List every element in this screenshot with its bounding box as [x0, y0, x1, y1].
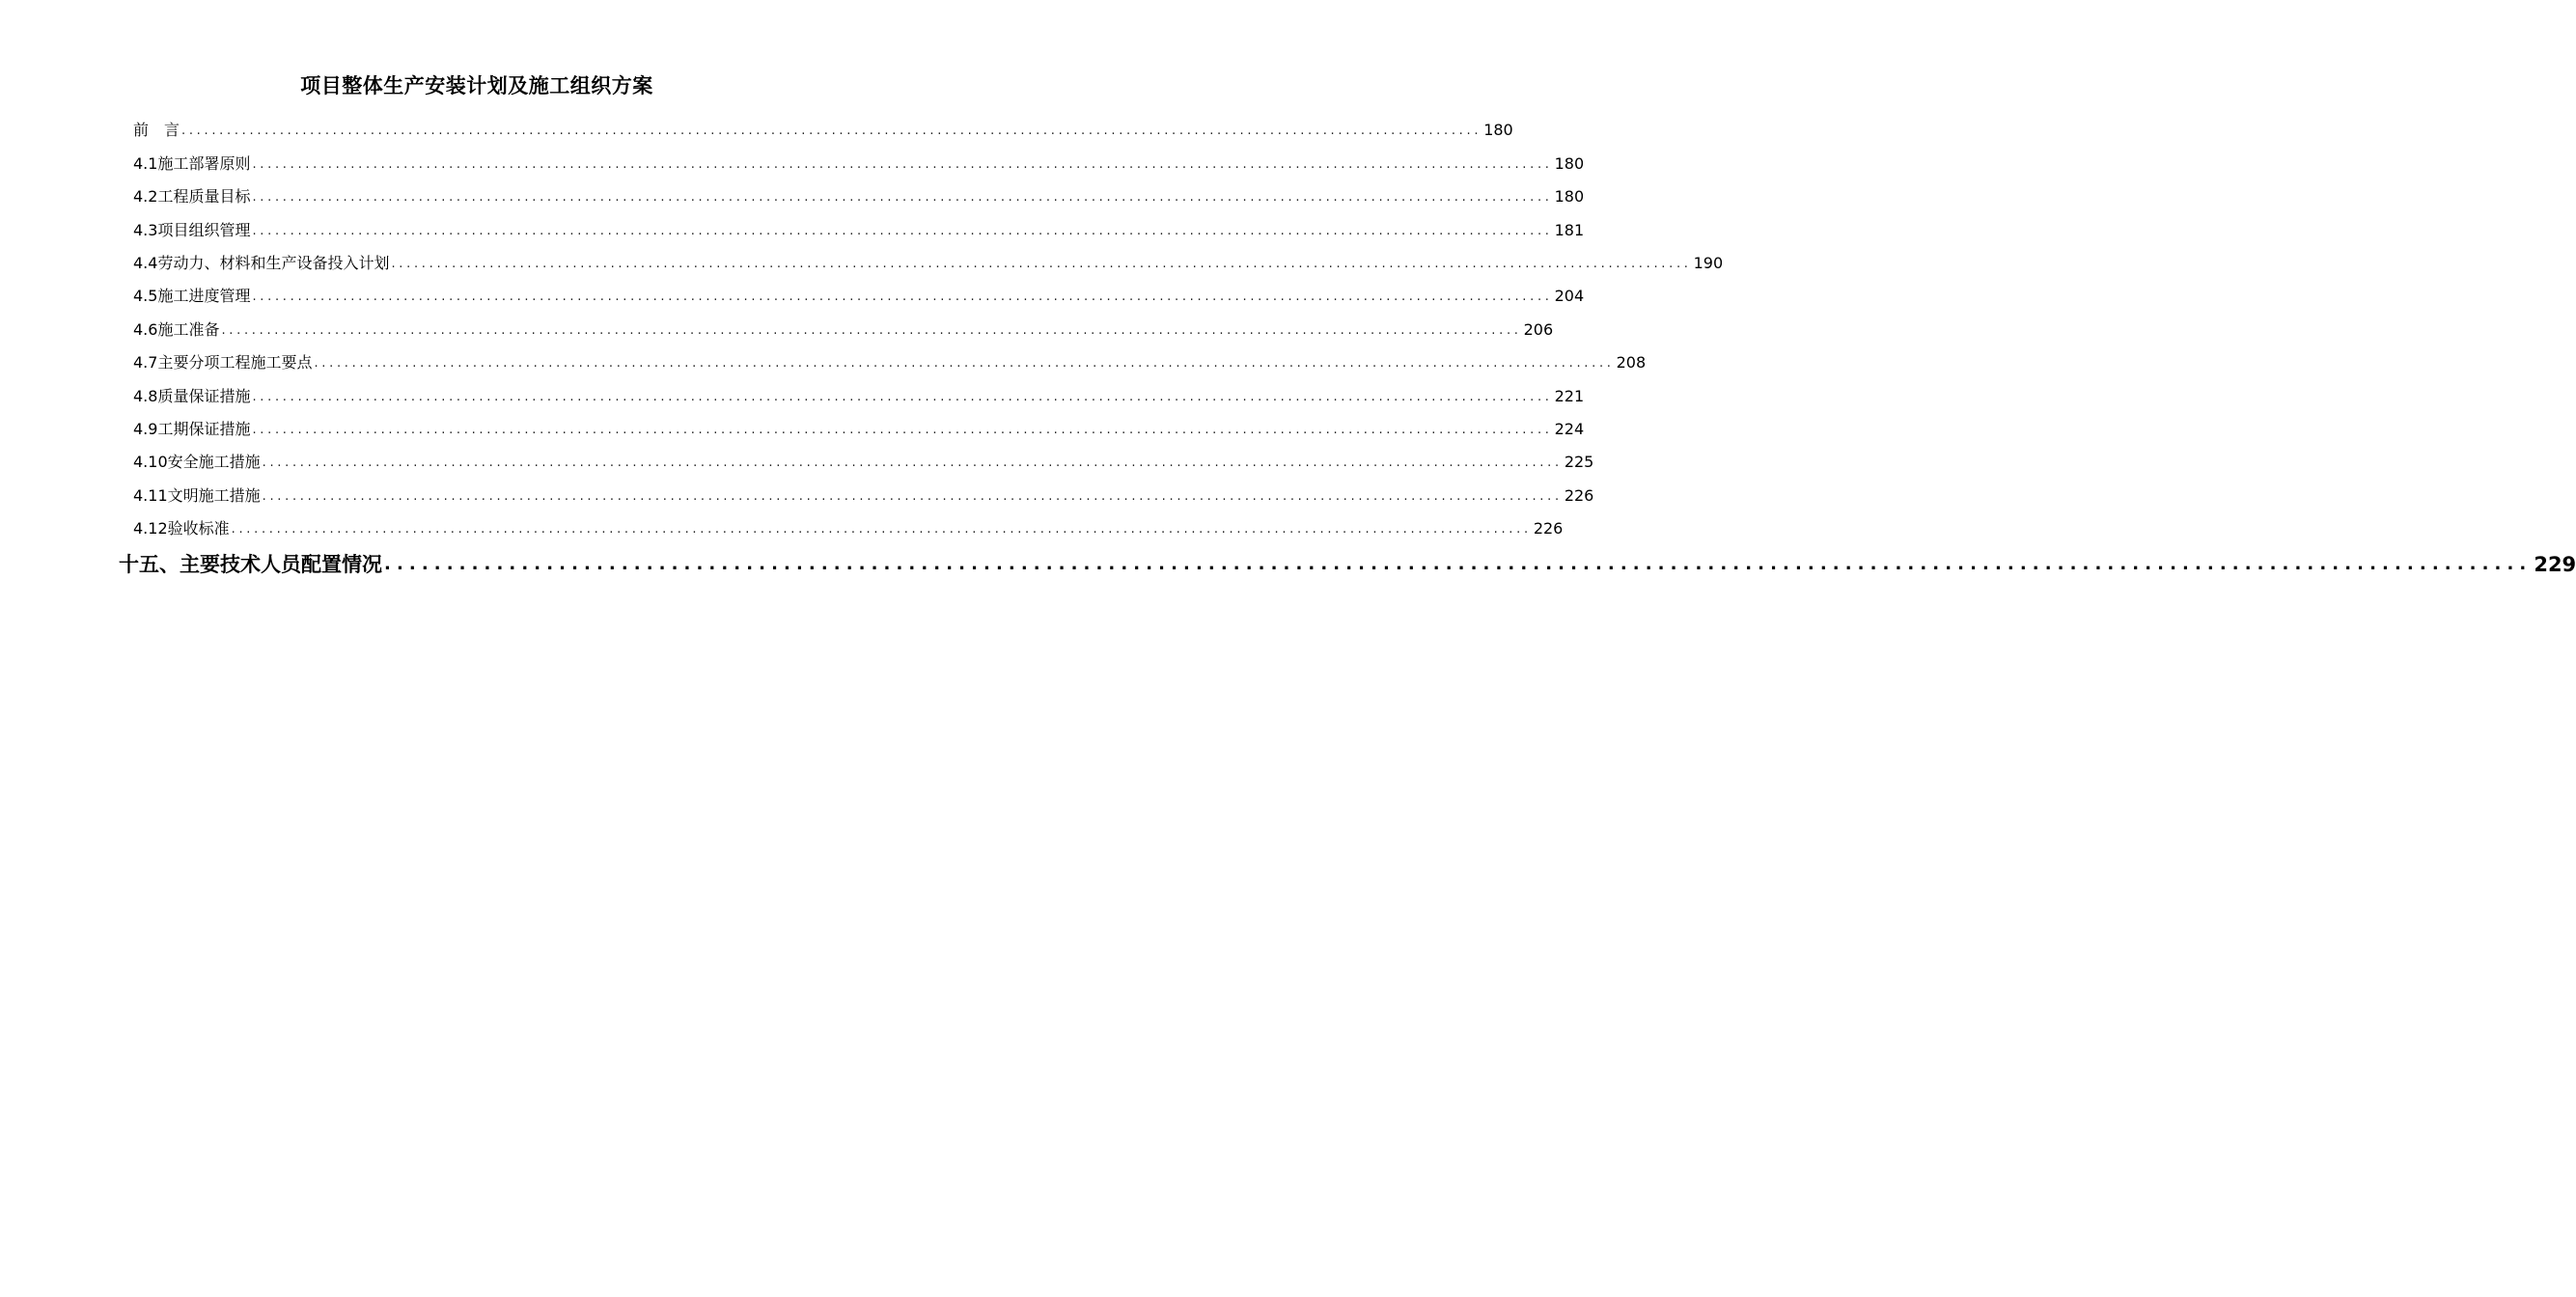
- toc-entry[interactable]: [133, 274, 1585, 307]
- toc-entry[interactable]: [133, 373, 1585, 406]
- toc-entry-label: 4.6施工准备: [133, 319, 220, 339]
- dot-leader: ............................................................................................................................................................................: [221, 322, 1522, 338]
- dot-leader: ............................................................................................................................................................................: [252, 156, 1553, 172]
- toc-entry-page: 208: [1616, 353, 1647, 373]
- toc-entry-label: 4.12验收标准: [133, 519, 230, 538]
- toc-entry[interactable]: [133, 141, 1585, 174]
- toc-entry[interactable]: [133, 341, 1647, 373]
- toc-entry-label: 4.9工期保证措施: [133, 419, 251, 438]
- dot-leader: ............................................................................................................................................................................: [314, 356, 1615, 372]
- toc-entry-label: 4.2工程质量目标: [133, 187, 251, 207]
- toc-main-entry-page: 229: [2534, 553, 2576, 576]
- toc-entry-page: 180: [1554, 187, 1585, 207]
- toc-entry-label: 4.4劳动力、材料和生产设备投入计划: [133, 253, 390, 272]
- dot-leader: ............................................................................................................................................................................: [262, 455, 1563, 471]
- toc-entry-page: 226: [1533, 519, 1564, 538]
- dot-leader: ............................................................................................................................................................................: [252, 190, 1553, 206]
- toc-entry-label: 4.3项目组织管理: [133, 220, 251, 239]
- toc-entry[interactable]: [133, 473, 1594, 506]
- toc-main-entry[interactable]: [119, 542, 2576, 576]
- toc-entry-page: 206: [1523, 319, 1554, 339]
- toc-main-entry-label: 十五、主要技术人员配置情况: [119, 553, 382, 576]
- toc-entry-page: 181: [1554, 220, 1585, 239]
- dot-leader: ............................................................................................................................................................................: [252, 223, 1553, 238]
- dot-leader: ............................................................................................................................................................................: [252, 290, 1553, 305]
- toc-entry-label: 4.7主要分项工程施工要点: [133, 353, 313, 373]
- toc-entry[interactable]: [133, 407, 1585, 440]
- toc-entry-label: 4.10安全施工措施: [133, 453, 261, 472]
- dot-leader: ............................................................................................................................................................................: [252, 389, 1553, 404]
- toc-entry[interactable]: [133, 108, 1513, 141]
- dot-leader: ............................................................................................................................................................................: [391, 256, 1692, 271]
- toc-entry[interactable]: [133, 507, 1564, 539]
- dot-leader: ............................................................................................................................................................................: [384, 554, 2533, 574]
- toc-entry[interactable]: [133, 241, 1724, 274]
- toc-entry[interactable]: [133, 307, 1554, 340]
- toc-entry-page: 225: [1564, 453, 1594, 472]
- toc-entry-label: 4.11文明施工措施: [133, 485, 261, 505]
- toc-entry-page: 224: [1554, 419, 1585, 438]
- toc-entry-label: 4.1施工部署原则: [133, 153, 251, 173]
- toc-entry-page: 180: [1554, 153, 1585, 173]
- dot-leader: ............................................................................................................................................................................: [262, 488, 1563, 504]
- toc-entry-label: 前 言: [133, 121, 180, 140]
- toc-entry[interactable]: [133, 175, 1585, 207]
- toc-entry-page: 204: [1554, 287, 1585, 306]
- dot-leader: ............................................................................................................................................................................: [252, 422, 1553, 437]
- toc-entry-page: 190: [1693, 253, 1724, 272]
- toc-entry-page: 221: [1554, 386, 1585, 405]
- toc-entry-label: 4.5施工进度管理: [133, 287, 251, 306]
- toc-entry[interactable]: [133, 207, 1585, 240]
- toc-entry-page: 226: [1564, 485, 1594, 505]
- table-of-contents: [133, 108, 1724, 539]
- toc-entry-page: 180: [1483, 121, 1513, 140]
- dot-leader: ............................................................................................................................................................................: [181, 124, 1482, 139]
- toc-entry-label: 4.8质量保证措施: [133, 386, 251, 405]
- toc-entry[interactable]: [133, 440, 1594, 473]
- document-title: 项目整体生产安装计划及施工组织方案: [300, 74, 653, 97]
- dot-leader: ............................................................................................................................................................................: [231, 522, 1532, 538]
